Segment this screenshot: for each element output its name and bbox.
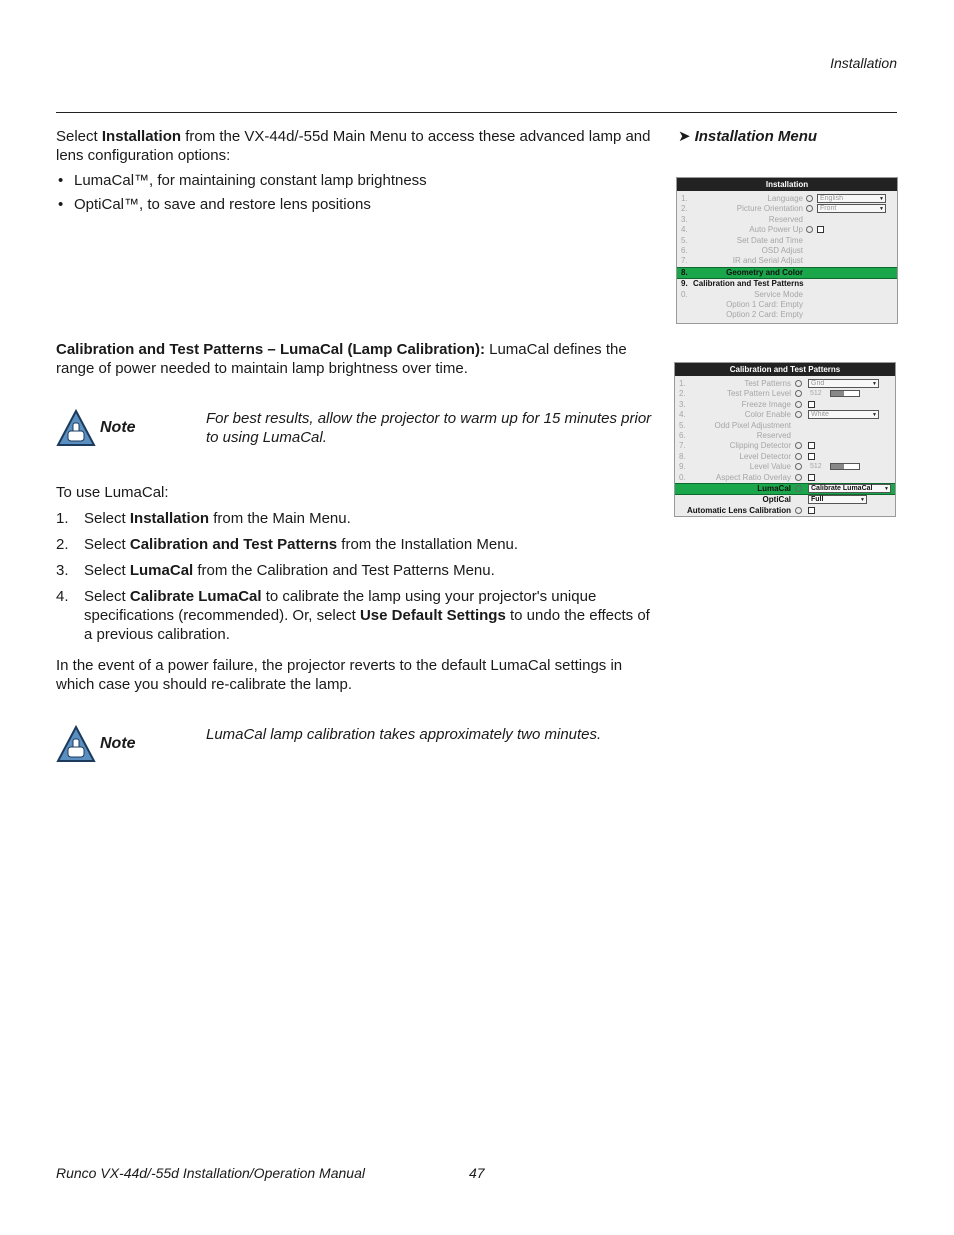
menu-row-aspect-ratio-overlay[interactable]: 0. Aspect Ratio Overlay [675, 473, 895, 483]
note-box [56, 409, 656, 449]
to-use-lead: To use LumaCal: [56, 484, 169, 501]
gear-icon [795, 463, 802, 470]
pointing-hand-warning-icon [56, 409, 96, 449]
installation-menu-panel [676, 177, 898, 324]
gear-icon [795, 411, 802, 418]
menu-row-calibration-test-patterns[interactable]: 9. Calibration and Test Patterns [681, 279, 804, 289]
menu-row-osd-adjust[interactable]: 6. OSD Adjust [681, 245, 803, 255]
note-text: LumaCal lamp calibration takes approximately two minutes. [206, 726, 602, 743]
menu-row-color-enable[interactable]: 4. Color Enable White ▼ [675, 410, 895, 420]
menu-row-clipping-detector[interactable]: 7. Clipping Detector [675, 441, 895, 451]
intro-bold: Installation [101, 128, 182, 145]
menu-row-test-patterns[interactable]: 1. Test Patterns Grid ▼ [675, 379, 895, 389]
menu-title: Installation [677, 178, 897, 191]
gear-icon [806, 205, 813, 212]
gear-icon [795, 390, 802, 397]
list-item: 1. Select Installation from the Main Menu. [56, 510, 351, 527]
optical-dropdown[interactable]: Full ▼ [808, 495, 867, 504]
note-text: For best results, allow the projector to warm up for 15 minutes prior to using LumaCal. [206, 410, 652, 446]
color-enable-dropdown[interactable]: White ▼ [808, 410, 879, 419]
menu-row-ir-serial[interactable]: 7. IR and Serial Adjust [681, 256, 803, 266]
calibration-bold: Calibration and Test Patterns – LumaCal (Lamp Calibration): [56, 341, 485, 358]
menu-row-test-pattern-level[interactable]: 2. Test Pattern Level 512 [675, 389, 895, 399]
menu-row-optical[interactable]: OptiCal Full ▼ [675, 495, 895, 505]
menu-row-freeze-image[interactable]: 3. Freeze Image [675, 400, 895, 410]
list-item: 2. Select Calibration and Test Patterns from the Installation Menu. [56, 536, 519, 553]
section-heading-text: Installation Menu [694, 128, 818, 145]
note-label: Note [100, 419, 136, 436]
gear-icon [795, 485, 802, 492]
menu-row-odd-pixel[interactable]: 5. Odd Pixel Adjustment [679, 420, 791, 430]
power-failure-paragraph: In the event of a power failure, the projector reverts to the default LumaCal settings in which case you should re-calibrate the lamp. [56, 657, 623, 693]
calibration-paragraph [56, 340, 656, 378]
intro-post: from the VX-44d/-55d Main Menu to access these advanced lamp and lens configuration options: [56, 128, 651, 164]
auto-lens-calibration-checkbox[interactable] [808, 507, 815, 514]
footer-manual-title: Runco VX-44d/-55d Installation/Operation Manual [56, 1165, 365, 1181]
page-number: 47 [469, 1165, 485, 1181]
orientation-dropdown[interactable]: Front ▼ [817, 204, 886, 213]
menu-row-reserved: 3. Reserved [681, 214, 803, 224]
list-item: • OptiCal™, to save and restore lens positions [56, 195, 656, 214]
section-heading [678, 127, 817, 145]
gear-icon [795, 442, 802, 449]
running-header: Installation [830, 55, 897, 71]
menu-row-geometry-color[interactable]: 8. Geometry and Color [677, 267, 897, 279]
menu-row-automatic-lens-calibration[interactable]: Automatic Lens Calibration [675, 506, 895, 516]
left-arrow-icon: ➤ [678, 128, 691, 145]
gear-icon [806, 226, 813, 233]
test-pattern-level-slider[interactable] [830, 390, 860, 397]
note-label: Note [100, 735, 136, 752]
menu-row-auto-power-up[interactable]: 4. Auto Power Up [677, 225, 897, 235]
list-item: 4. Select Calibrate LumaCal to calibrate the lamp using your projector's unique specifications (recommended). Or, select Use Default Settings to undo the effects of a previous calibration. [56, 588, 650, 643]
clipping-detector-checkbox[interactable] [808, 442, 815, 449]
menu-row-option1: Option 1 Card: Empty [726, 299, 803, 309]
lumacal-dropdown[interactable]: Calibrate LumaCal ▼ [808, 484, 891, 493]
menu-row-level-value[interactable]: 9. Level Value 512 [675, 462, 895, 472]
level-value-slider[interactable] [830, 463, 860, 470]
menu-title: Calibration and Test Patterns [675, 363, 895, 376]
note-box [56, 725, 656, 765]
gear-icon [795, 507, 802, 514]
menu-row-lumacal[interactable]: LumaCal Calibrate LumaCal ▼ [675, 483, 895, 495]
aspect-ratio-checkbox[interactable] [808, 474, 815, 481]
language-dropdown[interactable]: English ▼ [817, 194, 886, 203]
menu-row-level-detector[interactable]: 8. Level Detector [675, 452, 895, 462]
menu-row-service-mode[interactable]: 0. Service Mode [681, 289, 803, 299]
gear-icon [795, 380, 802, 387]
level-detector-checkbox[interactable] [808, 453, 815, 460]
pointing-hand-warning-icon [56, 725, 96, 765]
test-patterns-dropdown[interactable]: Grid ▼ [808, 379, 879, 388]
menu-row-option2: Option 2 Card: Empty [726, 310, 803, 320]
intro-paragraph [56, 127, 656, 165]
steps-list [56, 509, 656, 651]
calibration-menu-panel [674, 362, 896, 517]
header-rule [56, 112, 897, 113]
menu-row-picture-orientation[interactable]: 2. Picture Orientation Front ▼ [677, 204, 897, 214]
intro-pre: Select [56, 128, 102, 145]
gear-icon [795, 453, 802, 460]
menu-row-set-date-time[interactable]: 5. Set Date and Time [681, 235, 803, 245]
list-item: • LumaCal™, for maintaining constant lamp brightness [56, 171, 656, 190]
menu-row-reserved: 6. Reserved [679, 430, 791, 440]
gear-icon [795, 401, 802, 408]
gear-icon [806, 195, 813, 202]
options-list [56, 171, 656, 219]
auto-power-up-checkbox[interactable] [817, 226, 824, 233]
gear-icon [795, 474, 802, 481]
freeze-image-checkbox[interactable] [808, 401, 815, 408]
menu-row-language[interactable]: 1. Language English ▼ [677, 194, 897, 204]
calibration-text: LumaCal defines the range of power needed to maintain lamp brightness over time. [56, 341, 627, 377]
list-item: 3. Select LumaCal from the Calibration and Test Patterns Menu. [56, 562, 495, 579]
